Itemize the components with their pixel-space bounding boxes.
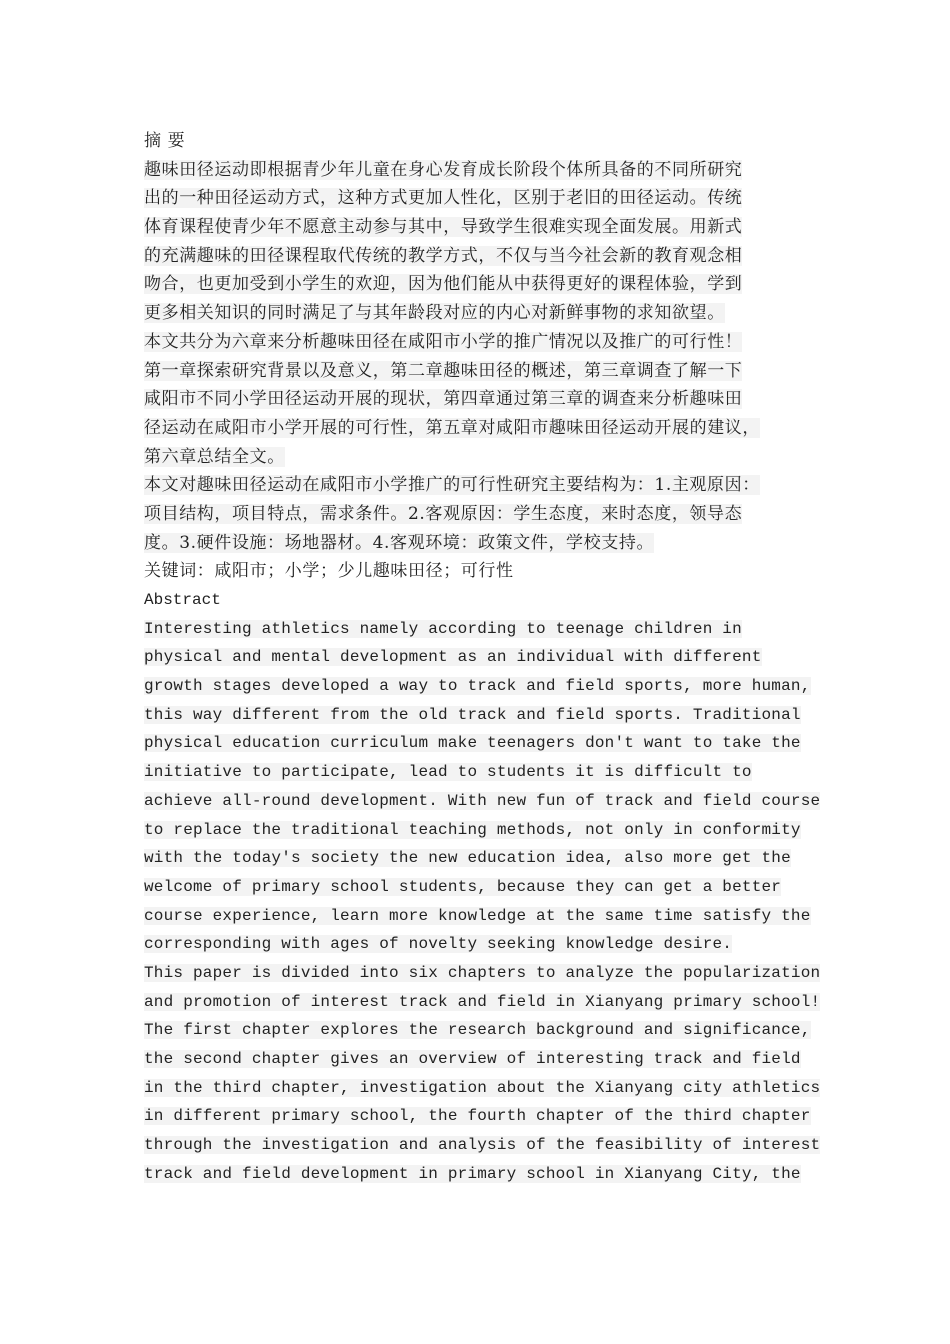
- abstract-cn-line: 咸阳市不同小学田径运动开展的现状，第四章通过第三章的调查来分析趣味田: [144, 389, 743, 410]
- abstract-cn-line: 体育课程使青少年不愿意主动参与其中，导致学生很难实现全面发展。用新式: [144, 217, 743, 238]
- abstract-en-line: growth stages developed a way to track and field sports, more human,: [144, 677, 811, 696]
- abstract-en-line: achieve all-round development. With new fun of track and field course: [144, 791, 821, 810]
- abstract-cn-line: 本文共分为六章来分析趣味田径在咸阳市小学的推广情况以及推广的可行性！: [144, 331, 743, 352]
- abstract-en-body: [144, 615, 824, 1189]
- abstract-cn-line: 度。3.硬件设施：场地器材。4.客观环境：政策文件，学校支持。: [144, 532, 655, 553]
- abstract-cn-body: [144, 156, 824, 558]
- abstract-cn-line: 的充满趣味的田径课程取代传统的教学方式，不仅与当今社会新的教育观念相: [144, 245, 743, 266]
- abstract-en-line: corresponding with ages of novelty seeking knowledge desire.: [144, 935, 733, 954]
- keywords-line: 关键词：咸阳市；小学；少儿趣味田径；可行性: [144, 561, 514, 582]
- abstract-en-line: track and field development in primary school in Xianyang City, the: [144, 1164, 801, 1183]
- abstract-en-line: Interesting athletics namely according to teenage children in: [144, 619, 742, 638]
- document-page: [144, 127, 824, 1188]
- abstract-cn-line: 第六章总结全文。: [144, 446, 285, 467]
- abstract-en-line: with the today's society the new education idea, also more get the: [144, 849, 791, 868]
- abstract-cn-heading: 摘 要: [144, 131, 186, 151]
- abstract-cn-line: 径运动在咸阳市小学开展的可行性，第五章对咸阳市趣味田径运动开展的建议，: [144, 417, 760, 438]
- abstract-en-line: the second chapter gives an overview of interesting track and field: [144, 1050, 801, 1068]
- abstract-en-line: physical education curriculum make teenagers don't want to take the: [144, 734, 801, 753]
- abstract-cn-line: 出的一种田径运动方式，这种方式更加人性化，区别于老旧的田径运动。传统: [144, 188, 743, 209]
- abstract-en-line: through the investigation and analysis of the feasibility of interest: [144, 1136, 821, 1155]
- abstract-cn-line: 吻合，也更加受到小学生的欢迎，因为他们能从中获得更好的课程体验，学到: [144, 274, 743, 295]
- abstract-en-line: this way different from the old track and field sports. Traditional: [144, 705, 801, 724]
- abstract-en-line: and promotion of interest track and field in Xianyang primary school!: [144, 992, 821, 1011]
- abstract-en-line: in different primary school, the fourth chapter of the third chapter: [144, 1107, 811, 1126]
- abstract-cn-line: 第一章探索研究背景以及意义，第二章趣味田径的概述，第三章调查了解一下: [144, 360, 743, 381]
- abstract-en-line: in the third chapter, investigation about the Xianyang city athletics: [144, 1078, 821, 1097]
- abstract-cn-line: 趣味田径运动即根据青少年儿童在身心发育成长阶段个体所具备的不同所研究: [144, 159, 743, 180]
- abstract-en-line: physical and mental development as an individual with different: [144, 648, 762, 667]
- abstract-cn-line: 项目结构，项目特点，需求条件。2.客观原因：学生态度，来时态度，领导态: [144, 503, 743, 524]
- abstract-en-line: The first chapter explores the research background and significance,: [144, 1021, 811, 1040]
- abstract-cn-line: 更多相关知识的同时满足了与其年龄段对应的内心对新鲜事物的求知欲望。: [144, 303, 725, 324]
- abstract-en-heading: Abstract: [144, 591, 221, 609]
- abstract-en-line: initiative to participate, lead to students it is difficult to: [144, 763, 752, 782]
- abstract-en-line: This paper is divided into six chapters to analyze the popularization: [144, 963, 821, 982]
- abstract-en-line: to replace the traditional teaching methods, not only in conformity: [144, 820, 801, 839]
- abstract-en-line: welcome of primary school students, because they can get a better: [144, 877, 782, 896]
- abstract-cn-line: 本文对趣味田径运动在咸阳市小学推广的可行性研究主要结构为：1.主观原因：: [144, 475, 760, 496]
- abstract-en-line: course experience, learn more knowledge at the same time satisfy the: [144, 906, 811, 925]
